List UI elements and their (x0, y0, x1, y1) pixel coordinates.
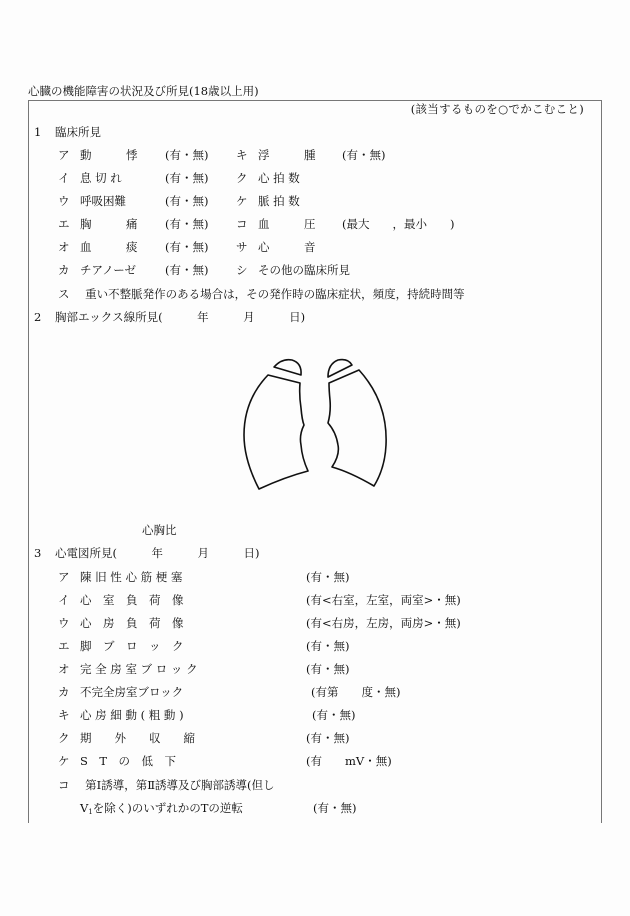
clinical-item-su (58, 287, 465, 301)
ecg-item-ko (58, 778, 275, 792)
item-key: サ (236, 240, 248, 254)
item-answer[interactable]: (最大 ，最小 ) (342, 217, 455, 231)
item-key: ア (58, 570, 70, 584)
item-answer[interactable]: (有第 度・無) (311, 685, 401, 699)
item-answer[interactable]: (有 mV・無) (306, 754, 392, 768)
item-key: カ (58, 685, 70, 699)
item-label: 重い不整脈発作のある場合は，その発作時の臨床症状，頻度，持続時間等 (85, 287, 465, 301)
item-label: 心 房 細 動 ( 粗 動 ) (80, 708, 184, 722)
item-label: 呼吸困難 (80, 194, 126, 208)
item-answer[interactable]: (有・無) (306, 662, 350, 676)
item-label: 動 悸 (80, 148, 138, 162)
item-answer[interactable]: (有・無) (312, 708, 356, 722)
item-answer[interactable]: (有・無) (165, 263, 209, 277)
item-answer[interactable]: (有・無) (165, 194, 209, 208)
item-answer[interactable]: (有・無) (306, 570, 350, 584)
section-title: 心電図所見( 年 月 日) (54, 546, 260, 560)
section-2-heading (34, 310, 305, 324)
item-key: ウ (58, 194, 70, 208)
item-answer[interactable]: (有<右室，左室，両室>・無) (306, 593, 461, 607)
item-key: ア (58, 148, 70, 162)
item-key: ク (236, 171, 248, 185)
item-label: 脚 ブ ロ ッ ク (80, 639, 184, 653)
item-answer[interactable]: (有・無) (306, 731, 350, 745)
item-answer[interactable]: (有・無) (165, 148, 209, 162)
item-label: 脈 拍 数 (258, 194, 300, 208)
item-key: ケ (58, 754, 70, 768)
section-title: 胸部エックス線所見( 年 月 日) (54, 310, 306, 324)
item-key: ク (58, 731, 70, 745)
item-label: 血 圧 (258, 217, 316, 231)
item-answer[interactable]: (有・無) (342, 148, 386, 162)
item-answer[interactable]: (有・無) (165, 217, 209, 231)
item-label: 心 房 負 荷 像 (80, 616, 184, 630)
item-key: ウ (58, 616, 70, 630)
item-label: 血 痰 (80, 240, 138, 254)
item-key: コ (236, 217, 248, 231)
item-label: 心 室 負 荷 像 (80, 593, 184, 607)
section-number: 3 (34, 546, 42, 560)
item-answer[interactable]: (有・無) (165, 240, 209, 254)
item-label: 不完全房室ブロック (80, 685, 184, 699)
item-label: 胸 痛 (80, 217, 138, 231)
item-key: オ (58, 662, 70, 676)
cardiothoracic-ratio-label: 心胸比 (142, 523, 177, 537)
item-key: エ (58, 639, 70, 653)
item-label: 心 拍 数 (258, 171, 300, 185)
item-key: ス (58, 287, 70, 301)
item-key: イ (58, 171, 70, 185)
item-label: 息 切 れ (80, 171, 122, 185)
ecg-item-ko-line2: $V_1$を除く)のいずれかのTの逆転 (80, 801, 243, 816)
item-label: その他の臨床所見 (258, 263, 350, 277)
item-label-line1: 第Ⅰ誘導，第Ⅱ誘導及び胸部誘導(但し (85, 778, 275, 792)
instruction-note: (該当するものを○でかこむこと) (410, 102, 584, 116)
lungs-outline-diagram (230, 340, 410, 500)
section-number: 1 (34, 125, 42, 139)
section-title: 臨床所見 (54, 125, 101, 139)
item-key: オ (58, 240, 70, 254)
item-key: コ (58, 778, 70, 792)
section-3-heading (34, 546, 259, 560)
t-inversion-answer[interactable]: (有・無) (313, 801, 357, 815)
item-label: 陳 旧 性 心 筋 梗 塞 (80, 570, 183, 584)
form-title: 心臓の機能障害の状況及び所見(18歳以上用) (28, 84, 259, 98)
item-key: キ (58, 708, 70, 722)
item-key: シ (236, 263, 248, 277)
section-1-heading (34, 125, 101, 139)
right-lung (328, 370, 386, 486)
item-key: キ (236, 148, 248, 162)
item-label: 心 音 (258, 240, 316, 254)
section-number: 2 (34, 310, 42, 324)
item-label: 浮 腫 (258, 148, 316, 162)
left-apex (274, 360, 301, 375)
item-label: 完 全 房 室 ブ ロ ッ ク (80, 662, 198, 676)
item-label: 期 外 収 縮 (80, 731, 195, 745)
item-answer[interactable]: (有<右房，左房，両房>・無) (306, 616, 461, 630)
item-key: イ (58, 593, 70, 607)
item-label: S T の 低 下 (80, 754, 177, 768)
item-key: エ (58, 217, 70, 231)
item-key: カ (58, 263, 70, 277)
item-answer[interactable]: (有・無) (306, 639, 350, 653)
item-label: チアノーゼ (80, 263, 137, 277)
item-key: ケ (236, 194, 248, 208)
left-lung (244, 375, 308, 489)
item-answer[interactable]: (有・無) (165, 171, 209, 185)
